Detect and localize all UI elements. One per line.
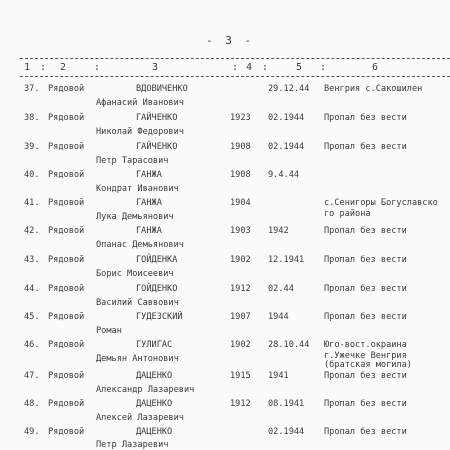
header-bottom-rule — [20, 76, 450, 77]
row-note: Венгрия с.Сакошилен — [324, 84, 423, 94]
row-date: 28.10.44 — [268, 340, 310, 350]
row-rank: Рядовой — [48, 84, 85, 94]
row-birth-year: 1912 — [230, 284, 251, 294]
row-surname: ГУДЕЗСКИЙ — [136, 312, 183, 322]
row-number: 42. — [24, 226, 40, 236]
row-given-name: Роман — [96, 326, 122, 336]
row-surname: ГАНЖА — [136, 170, 162, 180]
row-number: 39. — [24, 142, 40, 152]
row-date: 1942 — [268, 226, 289, 236]
row-given-name: Лука Демьянович — [96, 212, 174, 222]
row-note: Пропал без вести — [324, 255, 407, 265]
table-row — [0, 371, 450, 399]
table-header — [0, 62, 450, 76]
row-number: 46. — [24, 340, 40, 350]
row-note: Пропал без вести — [324, 113, 407, 123]
row-birth-year: 1907 — [230, 312, 251, 322]
row-rank: Рядовой — [48, 113, 85, 123]
header-col-4: 4 — [246, 62, 253, 73]
row-note: Пропал без вести — [324, 142, 407, 152]
header-col-1: 1 — [24, 62, 31, 73]
row-birth-year: 1923 — [230, 113, 251, 123]
row-date: 1944 — [268, 312, 289, 322]
row-note: с.Сенигоры Богуславско — [324, 198, 438, 208]
table-row — [0, 113, 450, 141]
row-given-name: Демьян Антонович — [96, 354, 179, 364]
row-note-line2: го района — [324, 209, 371, 219]
row-given-name: Кондрат Иванович — [96, 184, 179, 194]
row-note: Пропал без вести — [324, 371, 407, 381]
row-number: 43. — [24, 255, 40, 265]
row-birth-year: 1904 — [230, 198, 251, 208]
row-rank: Рядовой — [48, 399, 85, 409]
row-birth-year: 1902 — [230, 340, 251, 350]
row-surname: ГАНЖА — [136, 226, 162, 236]
row-note: Юго-вост.окраина — [324, 340, 407, 350]
header-sep: : — [262, 62, 269, 73]
row-note: Пропал без вести — [324, 312, 407, 322]
row-rank: Рядовой — [48, 142, 85, 152]
table-row — [0, 84, 450, 112]
row-surname: ДАЦЕНКО — [136, 427, 173, 437]
row-surname: ГОЙДЕНКА — [136, 255, 178, 265]
row-rank: Рядовой — [48, 312, 85, 322]
row-given-name: Афанасий Иванович — [96, 98, 184, 108]
row-birth-year: 1908 — [230, 170, 251, 180]
row-birth-year: 1903 — [230, 226, 251, 236]
header-top-rule — [20, 58, 450, 59]
row-date: 02.44 — [268, 284, 294, 294]
row-date: 1941 — [268, 371, 289, 381]
row-rank: Рядовой — [48, 170, 85, 180]
row-surname: ГУЛИГАС — [136, 340, 173, 350]
row-rank: Рядовой — [48, 198, 85, 208]
row-date: 29.12.44 — [268, 84, 310, 94]
row-given-name: Александр Лазаревич — [96, 385, 195, 395]
row-number: 45. — [24, 312, 40, 322]
row-date: 02.1944 — [268, 142, 305, 152]
row-rank: Рядовой — [48, 255, 85, 265]
row-number: 37. — [24, 84, 40, 94]
row-birth-year: 1902 — [230, 255, 251, 265]
row-rank: Рядовой — [48, 226, 85, 236]
header-col-3: 3 — [152, 62, 159, 73]
table-row — [0, 142, 450, 170]
row-number: 49. — [24, 427, 40, 437]
row-number: 40. — [24, 170, 40, 180]
row-number: 38. — [24, 113, 40, 123]
table-row — [0, 312, 450, 340]
header-col-2: 2 — [60, 62, 67, 73]
row-note: Пропал без вести — [324, 427, 407, 437]
row-rank: Рядовой — [48, 371, 85, 381]
row-given-name: Борис Моисеевич — [96, 269, 174, 279]
row-given-name: Петр Лазаревич — [96, 440, 169, 450]
row-date: 02.1944 — [268, 427, 305, 437]
header-sep: : — [40, 62, 47, 73]
table-row — [0, 284, 450, 312]
row-rank: Рядовой — [48, 340, 85, 350]
row-surname: ГАЙЧЕНКО — [136, 142, 178, 152]
header-col-6: 6 — [372, 62, 379, 73]
row-number: 47. — [24, 371, 40, 381]
table-row — [0, 427, 450, 450]
row-birth-year: 1915 — [230, 371, 251, 381]
table-row — [0, 340, 450, 370]
row-surname: ДАЦЕНКО — [136, 371, 173, 381]
row-date: 9.4.44 — [268, 170, 300, 180]
row-given-name: Василий Саввович — [96, 298, 179, 308]
table-row — [0, 198, 450, 226]
row-given-name: Николай Федорович — [96, 127, 184, 137]
row-note: Пропал без вести — [324, 284, 407, 294]
row-given-name: Алексей Лазаревич — [96, 413, 184, 423]
row-surname: ДАЦЕНКО — [136, 399, 173, 409]
header-sep: : — [94, 62, 101, 73]
row-date: 08.1941 — [268, 399, 305, 409]
row-birth-year: 1912 — [230, 399, 251, 409]
row-birth-year: 1908 — [230, 142, 251, 152]
table-row — [0, 226, 450, 254]
table-row — [0, 170, 450, 198]
header-sep: : — [232, 62, 239, 73]
header-col-5: 5 — [296, 62, 303, 73]
page-number: - 3 - — [206, 34, 255, 47]
row-surname: ГОЙДЕНКО — [136, 284, 178, 294]
row-note: Пропал без вести — [324, 399, 407, 409]
row-given-name: Опанас Демьянович — [96, 240, 184, 250]
row-rank: Рядовой — [48, 284, 85, 294]
table-row — [0, 399, 450, 427]
table-row — [0, 255, 450, 283]
row-note: Пропал без вести — [324, 226, 407, 236]
header-sep: : — [320, 62, 327, 73]
row-date: 12.1941 — [268, 255, 305, 265]
row-surname: ГАЙЧЕНКО — [136, 113, 178, 123]
row-surname: ГАНЖА — [136, 198, 162, 208]
row-number: 41. — [24, 198, 40, 208]
row-number: 44. — [24, 284, 40, 294]
row-surname: ВДОВИЧЕНКО — [136, 84, 188, 94]
row-rank: Рядовой — [48, 427, 85, 437]
row-given-name: Петр Тарасович — [96, 156, 169, 166]
row-number: 48. — [24, 399, 40, 409]
row-date: 02.1944 — [268, 113, 305, 123]
row-note-line3: (братская могила) — [324, 360, 412, 370]
row-note-line2: г.Ужечке Венгрия — [324, 351, 407, 361]
